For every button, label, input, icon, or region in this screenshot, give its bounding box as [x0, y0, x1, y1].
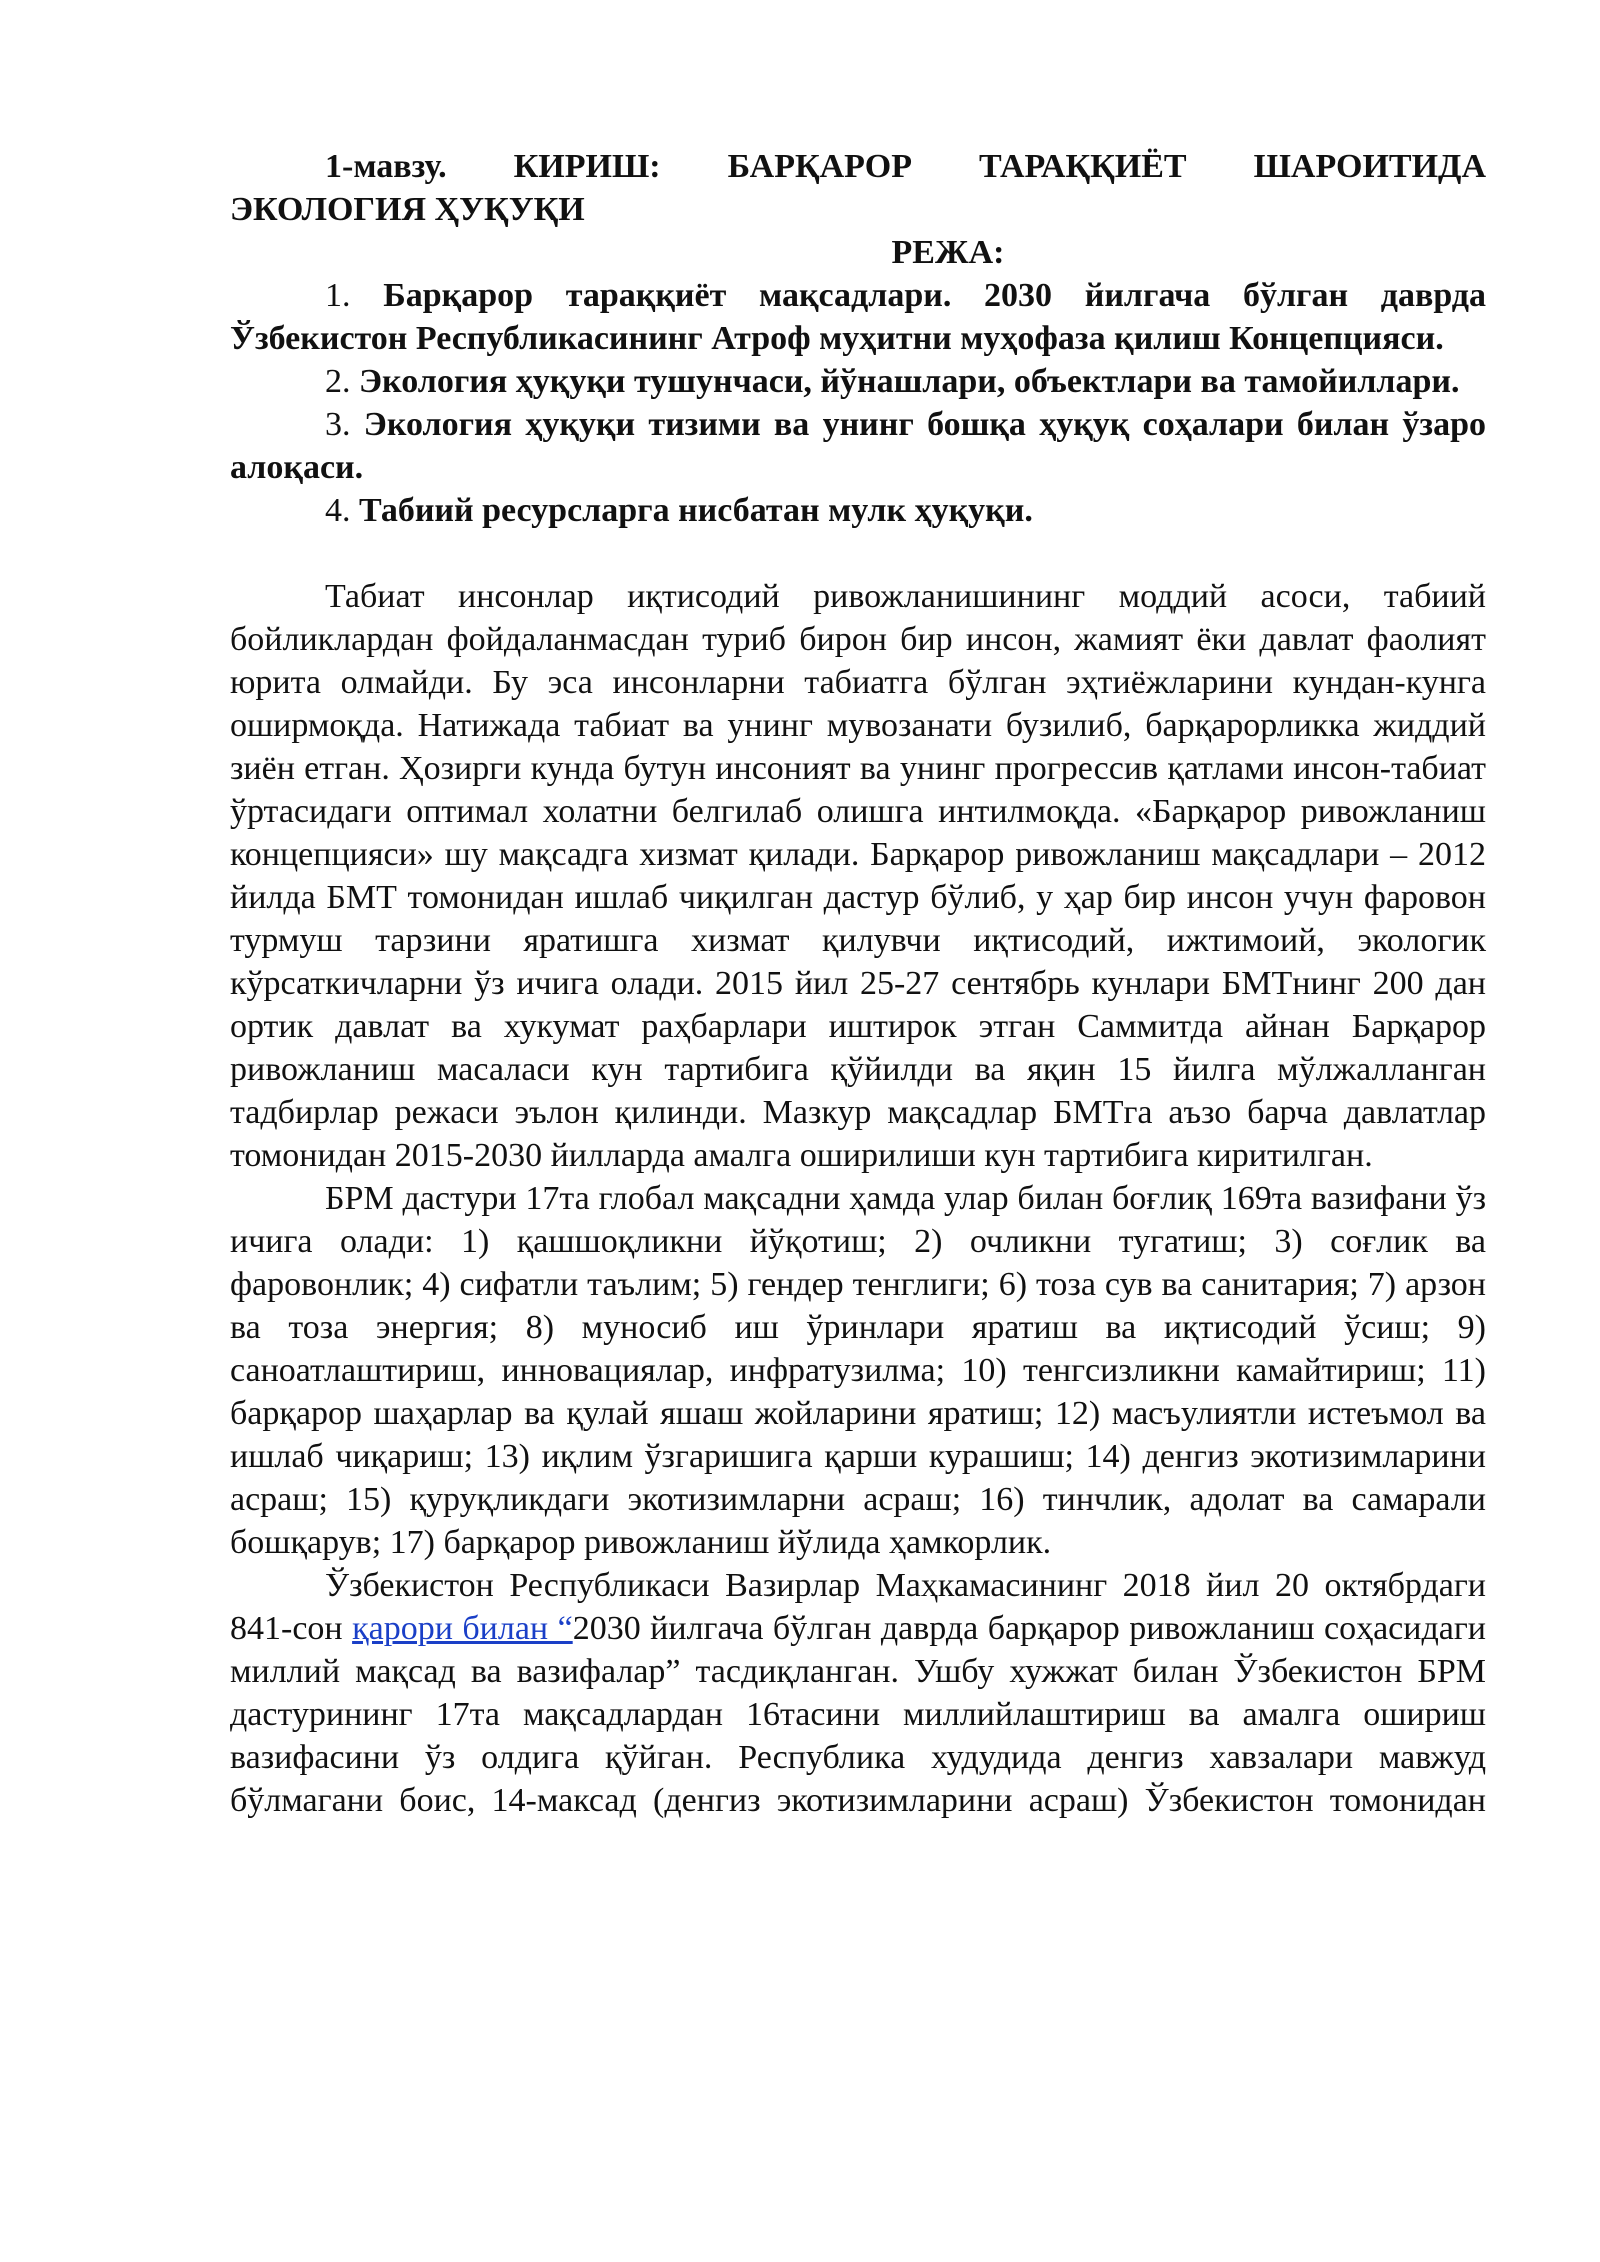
- plan-heading: РЕЖА:: [891, 234, 1005, 271]
- paragraph-spacer: [230, 532, 1486, 575]
- plan-item-2: [230, 360, 1486, 403]
- paragraph-3-text-start: Ўзбекистон Республикаси Вазирлар Маҳкамасининг 2018 йил 20 октябрдаги 841-сон: [230, 1567, 1486, 1647]
- body-paragraph-1: Табиат инсонлар иқтисодий ривожланишининг моддий асоси, табиий бойликлардан фойдаланмасдан туриб бирон бир инсон, жамият ёки давлат фаолият юрита олмайди. Бу эса инсонларни табиатга бўлган эҳтиёжларини кундан-кунга оширмоқда. Натижада табиат ва унинг мувозанати бузилиб, барқарорликка жиддий зиён етган. Ҳозирги кунда бутун инсоният ва унинг прогрессив қатлами инсон-табиат ўртасидаги оптимал холатни белгилаб олишга интилмоқда. «Барқарор ривожланиш концепцияси» шу мақсадга хизмат қилади. Барқарор ривожланиш мақсадлари – 2012 йилда БМТ томонидан ишлаб чиқилган дастур бўлиб, у ҳар бир инсон учун фаровон турмуш тарзини яратишга хизмат қилувчи иқтисодий, ижтимоий, экологик кўрсаткичларни ўз ичига олади. 2015 йил 25-27 сентябрь кунлари БМТнинг 200 дан ортик давлат ва хукумат раҳбарлари иштирок этган Саммитда айнан Барқарор ривожланиш масаласи кун тартибига қўйилди ва яқин 15 йилга мўлжалланган тадбирлар режаси эълон қилинди. Мазкур мақсадлар БМТга аъзо барча давлатлар томонидан 2015-2030 йилларда амалга оширилиши кун тартибига киритилган.: [230, 578, 1486, 1174]
- plan-item-text: Табиий ресурсларга нисбатан мулк ҳуқуқи.: [359, 492, 1033, 529]
- plan-item-text: Барқарор тараққиёт мақсадлари. 2030 йилгача бўлган даврда Ўзбекистон Республикасининг Атроф муҳитни муҳофаза қилиш Концепцияси.: [230, 277, 1487, 357]
- body-paragraph-3: [230, 1564, 1486, 1822]
- body-paragraph-2: БРМ дастури 17та глобал мақсадни ҳамда улар билан боғлиқ 169та вазифани ўз ичига олади: 1) қашшоқликни йўқотиш; 2) очликни тугатиш; 3) соғлик ва фаровонлик; 4) сифатли таълим; 5) гендер тенглиги; 6) тоза сув ва санитария; 7) арзон ва тоза энергия; 8) муносиб иш ўринлари яратиш ва иқтисодий ўсиш; 9) саноатлаштириш, инновациялар, инфратузилма; 10) тенгсизликни камайтириш; 11) барқарор шаҳарлар ва қулай яшаш жойларини яратиш; 12) масъулиятли истеъмол ва ишлаб чиқариш; 13) иқлим ўзгаришига қарши курашиш; 14) денгиз экотизимларини асраш; 15) қуруқликдаги экотизимларни асраш; 16) тинчлик, адолат ва самарали бошқарув; 17) барқарор ривожланиш йўлида ҳамкорлик.: [230, 1180, 1486, 1561]
- plan-item-3: [230, 403, 1486, 489]
- plan-item-number: 1.: [325, 277, 351, 314]
- document-title: [230, 145, 1486, 188]
- plan-item-4: [230, 489, 1486, 532]
- plan-item-text: Экология ҳуқуқи тушунчаси, йўнашлари, объектлари ва тамойиллари.: [359, 363, 1460, 400]
- plan-item-number: 2.: [325, 363, 351, 400]
- document-page: [230, 145, 1486, 1822]
- resolution-link[interactable]: қарори билан “: [352, 1610, 573, 1647]
- title-line-1: 1-мавзу. КИРИШ: БАРҚАРОР ТАРАҚҚИЁТ ШАРОИТИДА: [325, 148, 1486, 185]
- plan-item-1: [230, 274, 1486, 360]
- plan-item-text: Экология ҳуқуқи тизими ва унинг бошқа ҳуқуқ соҳалари билан ўзаро алоқаси.: [230, 406, 1486, 486]
- plan-item-number: 4.: [325, 492, 351, 529]
- plan-item-number: 3.: [325, 406, 351, 443]
- title-line-2: ЭКОЛОГИЯ ҲУҚУҚИ: [230, 191, 585, 228]
- paragraph-3-text-end: 2030 йилгача бўлган даврда барқарор ривожланиш соҳасидаги миллий мақсад ва вазифалар” тасдиқланган. Ушбу хужжат билан Ўзбекистон БРМ дастурининг 17та мақсадлардан 16тасини миллийлаштириш ва амалга ошириш вазифасини ўз олдига қўйган. Республика худудида денгиз хавзалари мавжуд бўлмагани боис, 14-максад (денгиз экотизимларини асраш) Ўзбекистон томонидан: [230, 1610, 1486, 1819]
